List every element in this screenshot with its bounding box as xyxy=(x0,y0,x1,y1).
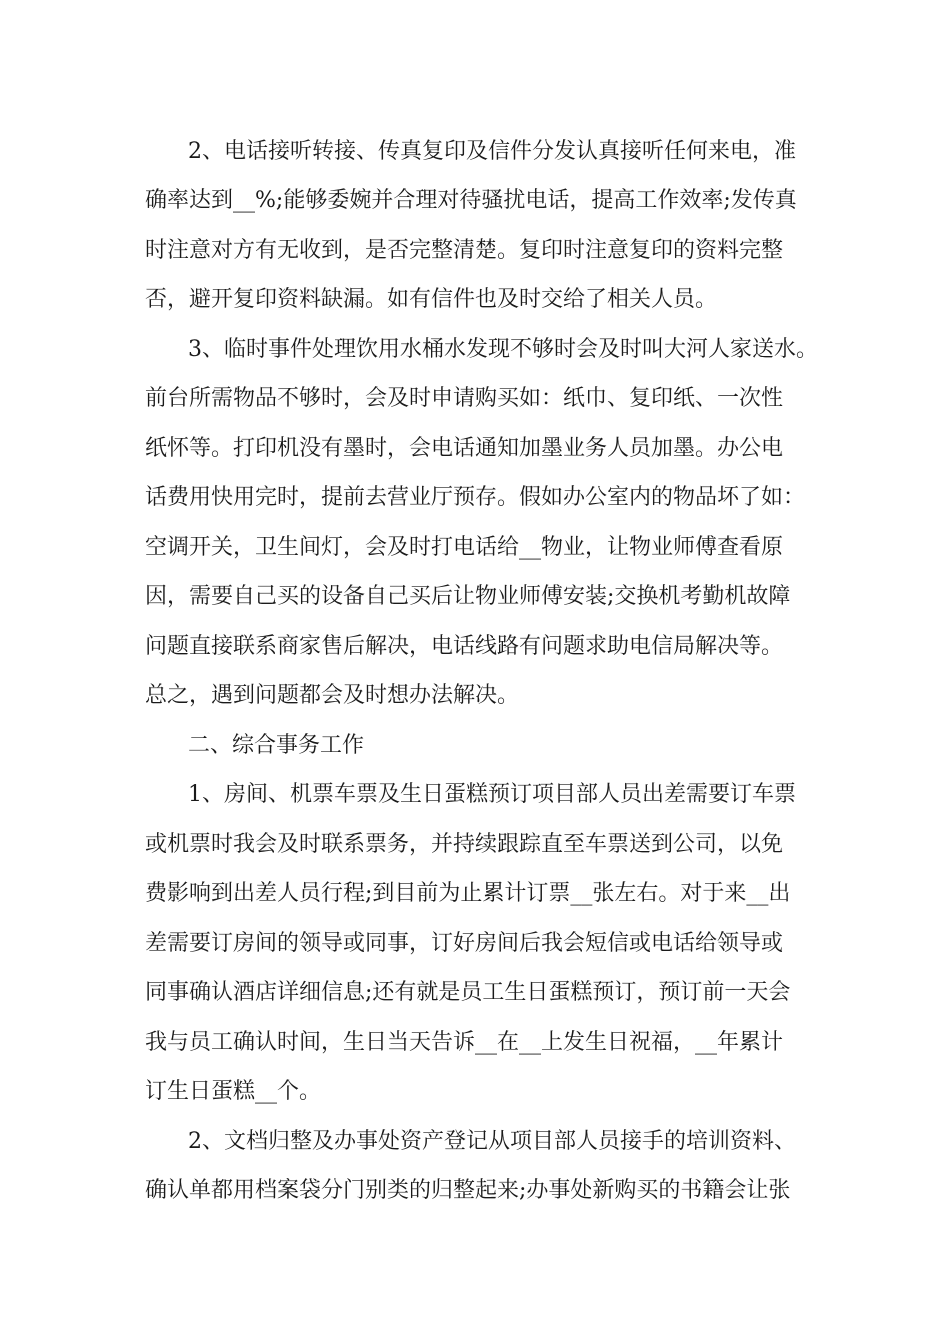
text-line: 费影响到出差人员行程;到目前为止累计订票__张左右。对于来__出 xyxy=(145,881,791,906)
text-line: 我与员工确认时间，生日当天告诉__在__上发生日祝福，__年累计 xyxy=(145,1030,784,1055)
text-line: 差需要订房间的领导或同事，订好房间后我会短信或电话给领导或 xyxy=(145,931,784,956)
text-line: 纸怀等。打印机没有墨时，会电话通知加墨业务人员加墨。办公电 xyxy=(145,436,784,461)
text-line: 确率达到__%;能够委婉并合理对待骚扰电话，提高工作效率;发传真 xyxy=(145,188,797,213)
text-line: 时注意对方有无收到，是否完整清楚。复印时注意复印的资料完整 xyxy=(145,238,784,263)
text-line: 或机票时我会及时联系票务，并持续跟踪直至车票送到公司，以免 xyxy=(145,832,784,857)
text-line: 2、电话接听转接、传真复印及信件分发认真接听任何来电，准 xyxy=(188,139,796,164)
text-line: 订生日蛋糕__个。 xyxy=(145,1079,322,1104)
text-line: 1、房间、机票车票及生日蛋糕预订项目部人员出差需要订车票 xyxy=(188,782,796,807)
text-line: 前台所需物品不够时，会及时申请购买如：纸巾、复印纸、一次性 xyxy=(145,386,784,411)
section-heading: 二、综合事务工作 xyxy=(188,733,365,758)
text-line: 问题直接联系商家售后解决，电话线路有问题求助电信局解决等。 xyxy=(145,634,784,659)
text-line: 空调开关，卫生间灯，会及时打电话给__物业，让物业师傅查看原 xyxy=(145,535,784,560)
text-line: 确认单都用档案袋分门别类的归整起来;办事处新购买的书籍会让张 xyxy=(145,1178,791,1203)
text-line: 因，需要自己买的设备自己买后让物业师傅安装;交换机考勤机故障 xyxy=(145,584,791,609)
text-line: 话费用快用完时，提前去营业厅预存。假如办公室内的物品坏了如： xyxy=(145,485,806,510)
text-line: 同事确认酒店详细信息;还有就是员工生日蛋糕预订，预订前一天会 xyxy=(145,980,791,1005)
text-line: 3、临时事件处理饮用水桶水发现不够时会及时叫大河人家送水。 xyxy=(188,337,818,362)
text-line: 总之，遇到问题都会及时想办法解决。 xyxy=(145,683,520,708)
text-line: 否，避开复印资料缺漏。如有信件也及时交给了相关人员。 xyxy=(145,287,718,312)
text-line: 2、文档归整及办事处资产登记从项目部人员接手的培训资料、 xyxy=(188,1129,796,1154)
